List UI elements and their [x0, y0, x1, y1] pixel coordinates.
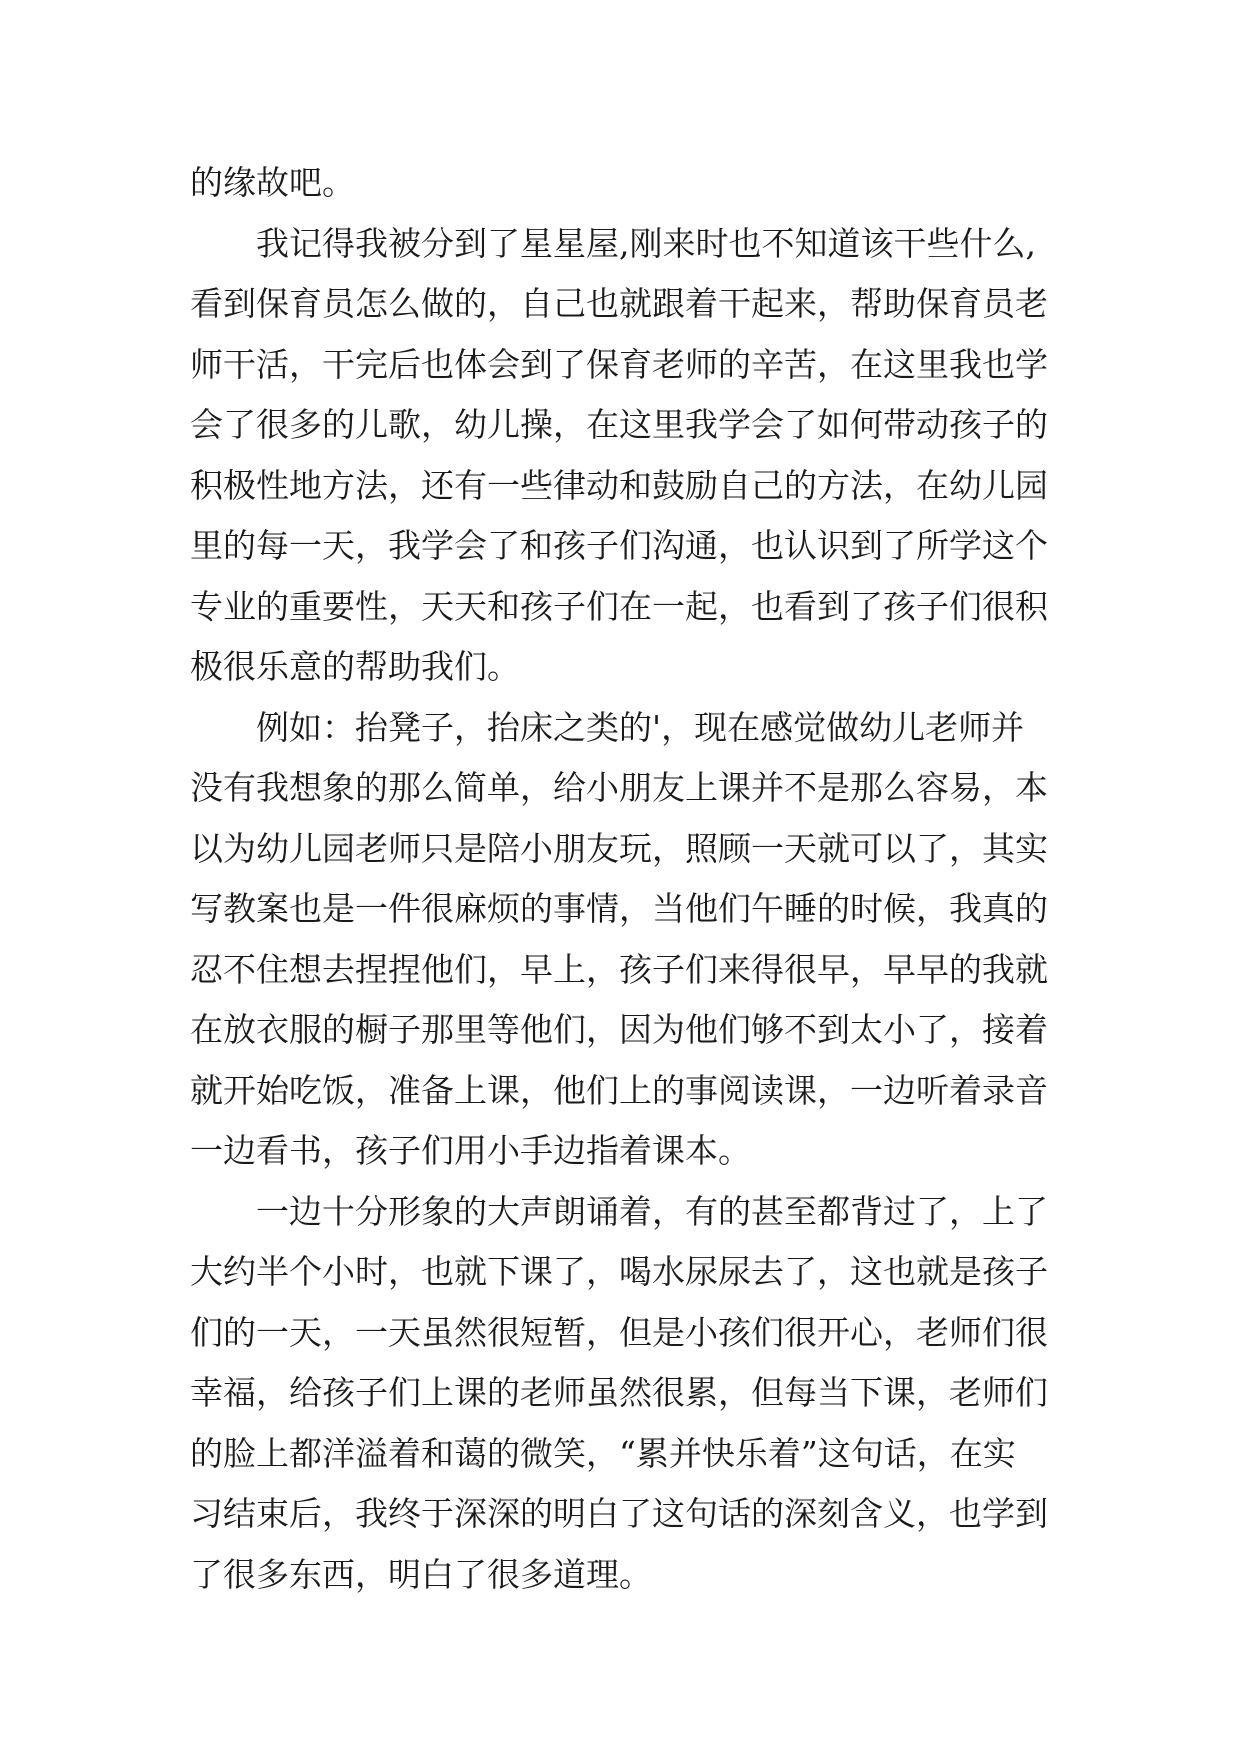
text-line: 师干活，干完后也体会到了保育老师的辛苦，在这里我也学 [190, 344, 1048, 384]
text-line: 里的每一天，我学会了和孩子们沟通，也认识到了所学这个 [190, 526, 1048, 565]
text-line: 积极性地方法，还有一些律动和鼓励自己的方法，在幼儿园 [190, 465, 1048, 505]
text-line: 的缘故吧。 [190, 163, 355, 202]
text-line: 了很多东西，明白了很多道理。 [190, 1554, 652, 1594]
text-line: 们的一天，一天虽然很短暂，但是小孩们很开心，老师们很 [190, 1312, 1048, 1352]
text-line: 忍不住想去捏捏他们，早上，孩子们来得很早，早早的我就 [190, 949, 1048, 989]
body-text [190, 153, 1070, 1605]
text-line: 一边看书，孩子们用小手边指着课本。 [190, 1131, 751, 1170]
text-line: 会了很多的儿歌，幼儿操，在这里我学会了如何带动孩子的 [190, 405, 1048, 444]
text-line: 以为幼儿园老师只是陪小朋友玩，照顾一天就可以了，其实 [190, 828, 1048, 868]
text-line: 我记得我被分到了星星屋,刚来时也不知道该干些什么, [190, 223, 1036, 263]
text-line: 看到保育员怎么做的，自己也就跟着干起来，帮助保育员老 [190, 284, 1048, 323]
text-line: 写教案也是一件很麻烦的事情，当他们午睡的时候，我真的 [190, 889, 1048, 928]
text-line: 幸福，给孩子们上课的老师虽然很累，但每当下课，老师们 [190, 1373, 1048, 1412]
text-line: 一边十分形象的大声朗诵着，有的甚至都背过了，上了 [190, 1191, 1048, 1231]
text-line: 极很乐意的帮助我们。 [190, 647, 520, 686]
text-line: 大约半个小时，也就下课了，喝水尿尿去了，这也就是孩子 [190, 1252, 1048, 1291]
text-line: 在放衣服的橱子那里等他们，因为他们够不到太小了，接着 [190, 1010, 1048, 1049]
text-line: 就开始吃饭，准备上课，他们上的事阅读课，一边听着录音 [190, 1070, 1048, 1110]
text-line: 专业的重要性，天天和孩子们在一起，也看到了孩子们很积 [190, 586, 1048, 626]
text-line: 的脸上都洋溢着和蔼的微笑，“累并快乐着”这句话，在实 [190, 1433, 1016, 1473]
text-line: 没有我想象的那么简单，给小朋友上课并不是那么容易，本 [190, 768, 1048, 807]
text-line: 例如：抬凳子，抬床之类的'，现在感觉做幼儿老师并 [190, 707, 1025, 747]
text-line: 习结束后，我终于深深的明白了这句话的深刻含义，也学到 [190, 1494, 1048, 1533]
